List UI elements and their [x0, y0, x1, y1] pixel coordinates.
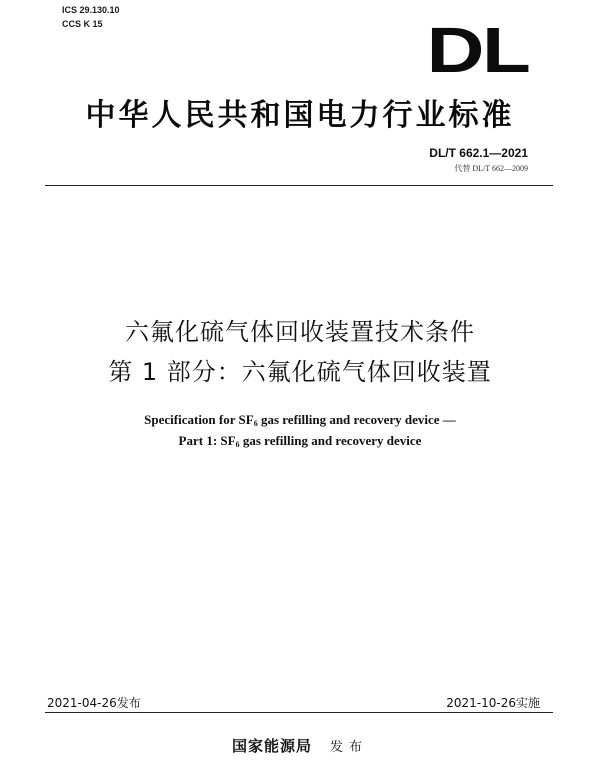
- issue-action: 发布: [330, 740, 369, 755]
- replaces-note: 代替 DL/T 662—2009: [454, 164, 528, 173]
- english-title-line-2-pre: Part 1: SF: [178, 433, 236, 448]
- standard-number: DL/T 662.1—2021: [429, 146, 528, 160]
- publish-date: 2021-04-26发布: [47, 696, 141, 710]
- chinese-title-line-1: 六氟化硫气体回收装置技术条件: [125, 318, 475, 346]
- issuing-organization-title: 中华人民共和国电力行业标准: [85, 98, 515, 133]
- english-title-line-1-pre: Specification for SF: [144, 412, 254, 427]
- issuer-organization: 国家能源局: [231, 737, 312, 755]
- issuer-line: [0, 735, 600, 756]
- english-title-line-2-sub: 6: [235, 440, 240, 449]
- english-title-line-2-post: gas refilling and recovery device: [239, 433, 422, 448]
- chinese-title-line-2: 第 1 部分：六氟化硫气体回收装置: [108, 358, 492, 386]
- ccs-code: CCS K 15: [62, 19, 103, 29]
- header-divider: [45, 185, 553, 186]
- implementation-date: 2021-10-26实施: [446, 696, 540, 710]
- english-title-line-1-post: gas refilling and recovery device —: [257, 412, 456, 427]
- ics-code: ICS 29.130.10: [62, 5, 120, 15]
- english-title-line-2: [0, 433, 600, 449]
- english-title-line-1-sub: 6: [253, 419, 258, 428]
- english-title-line-1: [0, 412, 600, 428]
- footer-divider: [45, 712, 553, 713]
- dl-logo: DL: [426, 14, 528, 86]
